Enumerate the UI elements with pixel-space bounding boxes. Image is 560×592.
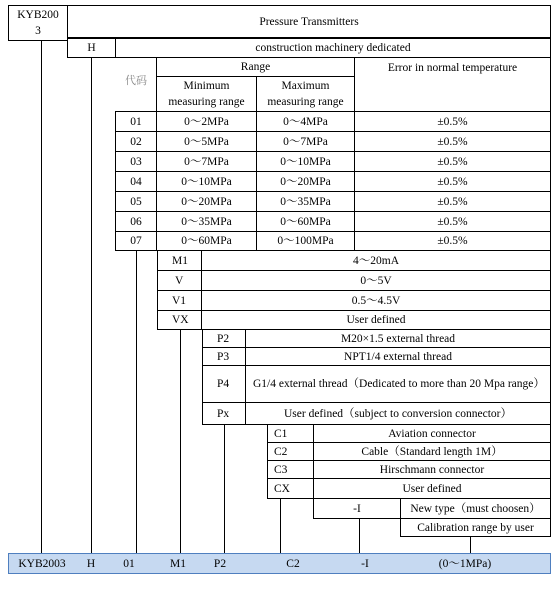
- type-desc: New type（must choosen）: [410, 502, 541, 515]
- connector-code: C1: [267, 424, 314, 443]
- output-desc: 0.5～4.5V: [201, 290, 551, 311]
- range-row-code: 05: [115, 191, 157, 212]
- range-row-max: 0～7MPa: [256, 131, 355, 152]
- tree-line-model: [41, 40, 42, 553]
- max-range-header: Maximum measuring range: [267, 80, 344, 108]
- range-row-code: 07: [115, 231, 157, 251]
- range-row-error: ±0.5%: [354, 191, 551, 212]
- connector-desc: User defined: [313, 478, 551, 499]
- range-row-max: 0～4MPa: [256, 111, 355, 132]
- tree-line-type: [359, 518, 360, 553]
- thread-desc: NPT1/4 external thread: [245, 347, 551, 366]
- thread-code: Px: [202, 402, 246, 425]
- range-row-min: 0～60MPa: [156, 231, 257, 251]
- example-thread: P2: [213, 557, 227, 570]
- tree-line-connector: [280, 498, 281, 553]
- connector-desc: Hirschmann connector: [313, 460, 551, 479]
- range-row-code: 03: [115, 151, 157, 172]
- connector-code: C3: [267, 460, 314, 479]
- output-desc: 0～5V: [201, 270, 551, 291]
- range-header: Range: [240, 61, 271, 73]
- output-desc: 4～20mA: [201, 250, 551, 271]
- range-row-code: 01: [115, 111, 157, 132]
- code-column-line: [115, 57, 156, 58]
- output-desc: User defined: [201, 310, 551, 330]
- thread-desc: User defined（subject to conversion connector）: [245, 402, 551, 425]
- model-cell: [8, 5, 68, 41]
- range-row-code: 04: [115, 171, 157, 192]
- code-header: 代码: [125, 75, 147, 87]
- range-row-min: 0～2MPa: [156, 111, 257, 132]
- connector-desc: Cable（Standard length 1M）: [313, 442, 551, 461]
- series-code: H: [87, 42, 96, 54]
- range-row-max: 0～20MPa: [256, 171, 355, 192]
- tree-line-range: [136, 250, 137, 553]
- thread-code: P4: [202, 365, 246, 403]
- range-row-max: 0～35MPa: [256, 191, 355, 212]
- range-row-error: ±0.5%: [354, 111, 551, 132]
- range-row-error: ±0.5%: [354, 131, 551, 152]
- tree-line-thread: [224, 424, 225, 553]
- type-desc-cell: [400, 498, 551, 519]
- range-row-code: 02: [115, 131, 157, 152]
- product-title-cell: [67, 5, 551, 38]
- type-code-cell: [313, 498, 401, 519]
- range-row-error: ±0.5%: [354, 171, 551, 192]
- tree-line-output: [180, 329, 181, 553]
- range-row-max: 0～10MPa: [256, 151, 355, 172]
- range-row-error: ±0.5%: [354, 151, 551, 172]
- model-text: KYB2003: [17, 9, 59, 37]
- example-model: KYB2003: [18, 557, 66, 570]
- example-connector: C2: [286, 557, 300, 570]
- thread-desc: G1/4 external thread（Dedicated to more than 20 Mpa range）: [245, 365, 551, 403]
- range-row-min: 0～5MPa: [156, 131, 257, 152]
- range-header-cell: [156, 57, 355, 77]
- product-title: Pressure Transmitters: [259, 15, 359, 28]
- range-row-min: 0～35MPa: [156, 211, 257, 232]
- thread-bottom-line: [224, 424, 267, 425]
- example-series: H: [86, 557, 96, 570]
- connector-code: CX: [267, 478, 314, 499]
- example-type: -I: [361, 557, 369, 570]
- example-calibration: (0～1MPa): [438, 557, 492, 570]
- range-row-max: 0～60MPa: [256, 211, 355, 232]
- calibration-desc: Calibration range by user: [417, 521, 534, 534]
- min-range-header-cell: [156, 76, 257, 112]
- tree-line-calibration: [470, 536, 471, 553]
- output-code: M1: [157, 250, 202, 271]
- example-output: M1: [170, 557, 186, 570]
- error-header: Error in normal temperature: [387, 62, 518, 74]
- example-range: 01: [123, 557, 135, 570]
- range-row-min: 0～10MPa: [156, 171, 257, 192]
- range-row-max: 0～100MPa: [256, 231, 355, 251]
- range-row-code: 06: [115, 211, 157, 232]
- range-row-error: ±0.5%: [354, 211, 551, 232]
- thread-code: P3: [202, 347, 246, 366]
- series-description-cell: [115, 38, 551, 58]
- thread-desc: M20×1.5 external thread: [245, 329, 551, 348]
- tree-line-series: [91, 57, 92, 553]
- max-range-header-cell: [256, 76, 355, 112]
- output-code: V: [157, 270, 202, 291]
- range-row-min: 0～7MPa: [156, 151, 257, 172]
- connector-desc: Aviation connector: [313, 424, 551, 443]
- connector-code: C2: [267, 442, 314, 461]
- range-row-error: ±0.5%: [354, 231, 551, 251]
- output-code: VX: [157, 310, 202, 330]
- series-code-cell: [67, 38, 116, 58]
- min-range-header: Minimum measuring range: [168, 80, 245, 108]
- type-code: -I: [353, 502, 361, 515]
- thread-code: P2: [202, 329, 246, 348]
- calibration-cell: [400, 518, 551, 537]
- error-header-cell: [354, 57, 551, 112]
- output-code: V1: [157, 290, 202, 311]
- range-row-min: 0～20MPa: [156, 191, 257, 212]
- series-description: construction machinery dedicated: [255, 42, 411, 54]
